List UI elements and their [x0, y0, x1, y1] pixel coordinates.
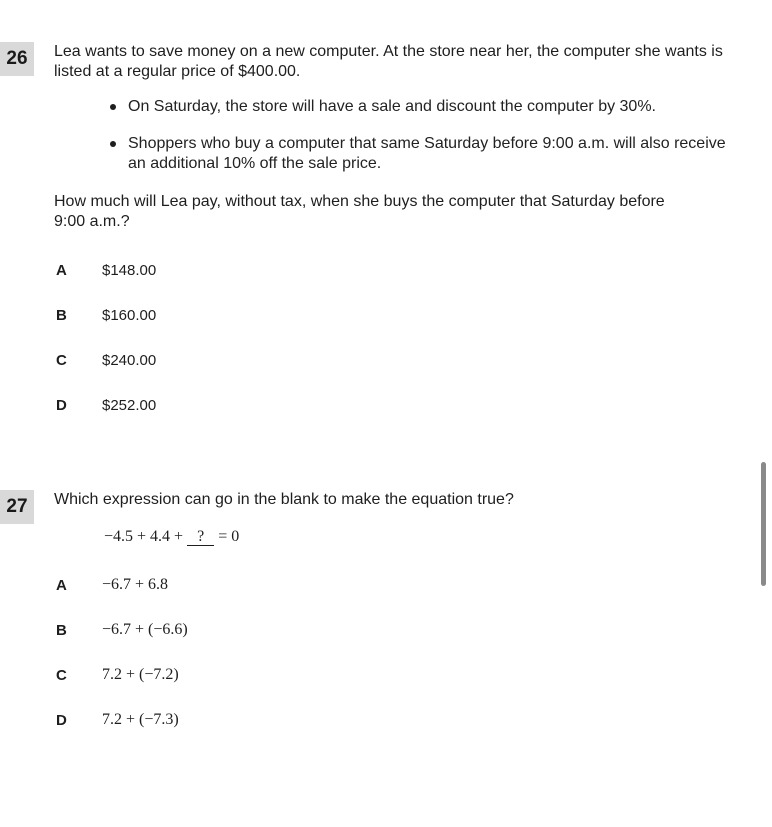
equation-right: = 0 — [214, 528, 240, 545]
choice-26-a[interactable] — [56, 259, 156, 281]
choice-text: $240.00 — [102, 351, 157, 369]
condition-text: On Saturday, the store will have a sale and discount the computer by 30%. — [128, 98, 656, 115]
equation-blank: ? — [187, 529, 214, 546]
choice-26-c[interactable] — [56, 349, 156, 371]
choice-text: −6.7 + (−6.6) — [102, 621, 188, 638]
choice-text: 7.2 + (−7.2) — [102, 666, 179, 683]
choice-text: $160.00 — [102, 306, 157, 324]
choice-letter: C — [56, 351, 67, 369]
question-27-stem: Which expression can go in the blank to make the equation true? — [54, 491, 514, 508]
choice-text: $252.00 — [102, 396, 157, 414]
choice-27-c[interactable] — [56, 664, 179, 686]
condition-item — [110, 134, 730, 174]
question-26-conditions — [110, 97, 730, 191]
question-26-prompt: How much will Lea pay, without tax, when she buys the computer that Saturday before 9:00 a.m.? — [54, 193, 665, 230]
choice-text: $148.00 — [102, 261, 157, 279]
choice-26-b[interactable] — [56, 304, 156, 326]
equation — [104, 528, 239, 546]
choice-letter: C — [56, 666, 67, 684]
question-number-27: 27 — [0, 490, 34, 524]
choice-letter: B — [56, 621, 67, 639]
choice-letter: A — [56, 261, 67, 279]
bullet-icon — [110, 141, 116, 147]
question-26-stem: Lea wants to save money on a new computer. At the store near her, the computer she wants is listed at a regular price of $400.00. — [54, 43, 723, 80]
choice-letter: D — [56, 711, 67, 729]
question-number-26: 26 — [0, 42, 34, 76]
equation-left: −4.5 + 4.4 + — [104, 528, 188, 545]
bullet-icon — [110, 104, 116, 110]
choice-letter: A — [56, 576, 67, 594]
choice-27-b[interactable] — [56, 619, 188, 641]
choice-letter: B — [56, 306, 67, 324]
choice-text: 7.2 + (−7.3) — [102, 711, 179, 728]
choice-27-d[interactable] — [56, 709, 179, 731]
vertical-scrollbar[interactable] — [761, 462, 766, 586]
choice-letter: D — [56, 396, 67, 414]
choice-text: −6.7 + 6.8 — [102, 576, 169, 593]
condition-text: Shoppers who buy a computer that same Saturday before 9:00 a.m. will also receive an additional 10% off the sale price. — [128, 135, 726, 172]
choice-27-a[interactable] — [56, 574, 168, 596]
choice-26-d[interactable] — [56, 394, 156, 416]
condition-item — [110, 97, 730, 117]
